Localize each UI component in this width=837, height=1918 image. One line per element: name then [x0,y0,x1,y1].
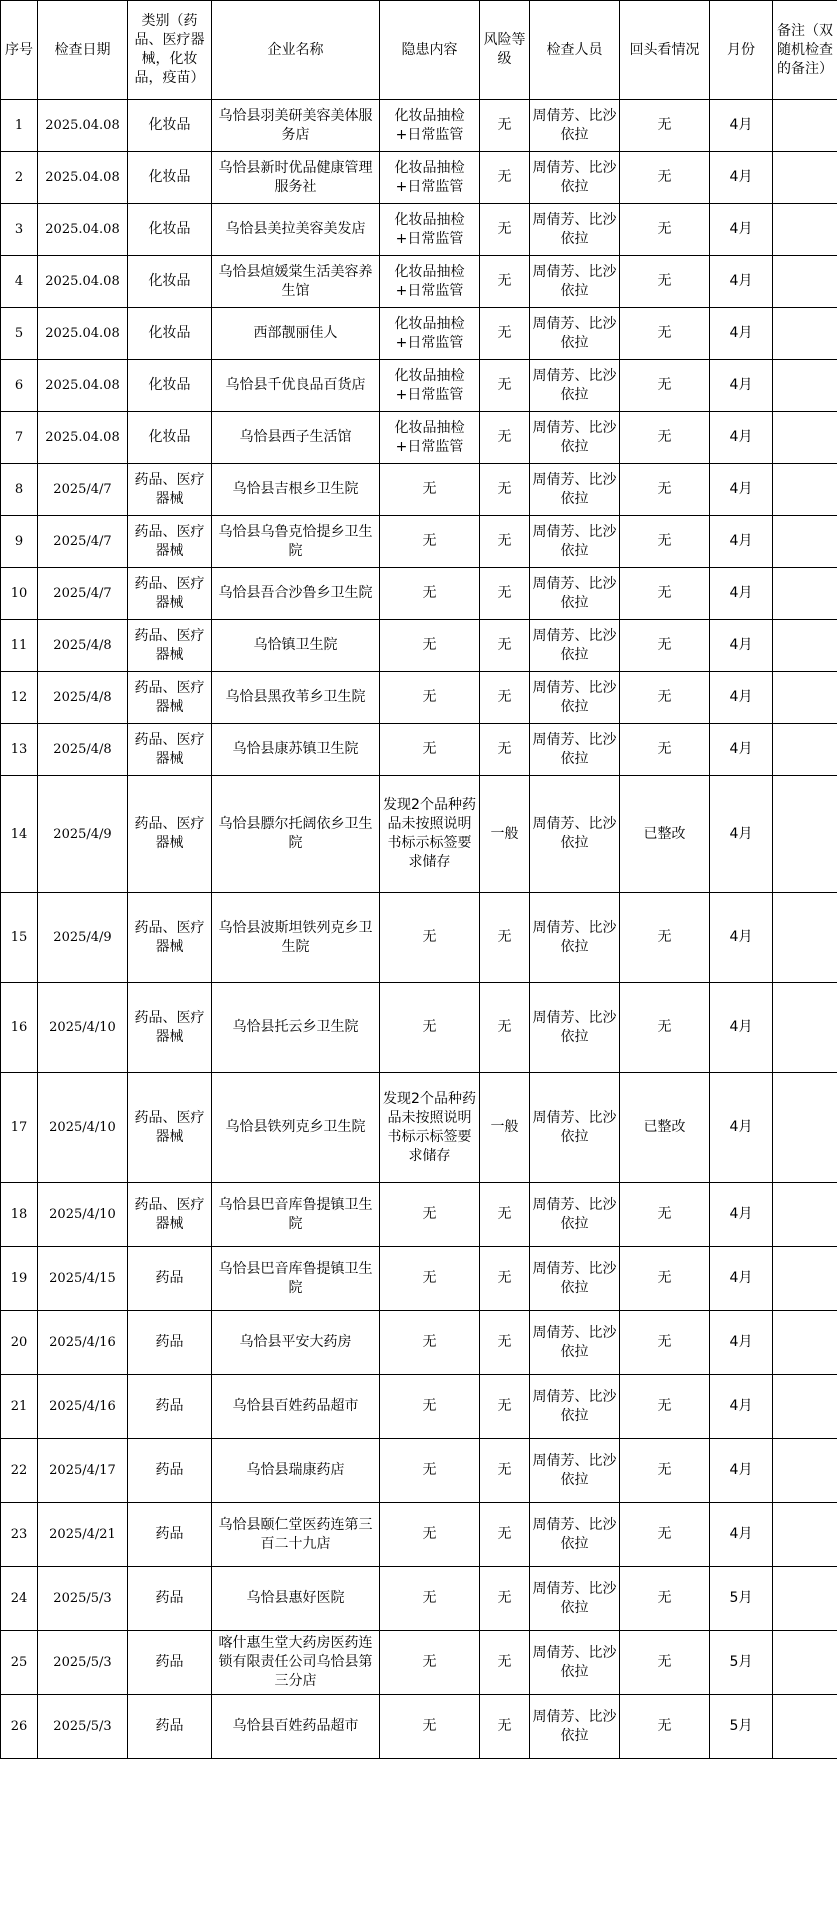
remark-cell [773,724,837,776]
month-cell: 4月 [710,308,773,360]
risk-level-cell: 无 [480,360,530,412]
remark-cell [773,256,837,308]
header-cell: 风险等级 [480,1,530,100]
hazard-content-cell: 发现2个品种药品未按照说明书标示标签要求储存 [380,776,480,893]
table-row [1,776,837,893]
table-row [1,1695,837,1759]
hazard-content-cell: 发现2个品种药品未按照说明书标示标签要求储存 [380,1073,480,1183]
category-cell: 化妆品 [128,360,212,412]
remark-cell [773,412,837,464]
category-cell: 药品、医疗器械 [128,1073,212,1183]
row-number-cell: 26 [1,1695,38,1759]
company-name-cell: 乌恰县波斯坦铁列克乡卫生院 [212,893,380,983]
category-cell: 药品 [128,1247,212,1311]
hazard-content-cell: 无 [380,620,480,672]
month-cell: 4月 [710,1247,773,1311]
followup-status-cell: 无 [620,464,710,516]
month-cell: 4月 [710,620,773,672]
hazard-content-cell: 无 [380,1439,480,1503]
month-cell: 4月 [710,776,773,893]
inspectors-cell: 周倩芳、比沙依拉 [530,152,620,204]
followup-status-cell: 已整改 [620,1073,710,1183]
company-name-cell: 乌恰县千优良品百货店 [212,360,380,412]
hazard-content-cell: 无 [380,893,480,983]
remark-cell [773,893,837,983]
risk-level-cell: 无 [480,1375,530,1439]
company-name-cell: 乌恰县颐仁堂医药连第三百二十九店 [212,1503,380,1567]
inspection-date-cell: 2025.04.08 [38,100,128,152]
category-cell: 药品 [128,1631,212,1695]
remark-cell [773,516,837,568]
risk-level-cell: 无 [480,152,530,204]
row-number-cell: 10 [1,568,38,620]
header-cell: 备注（双随机检查的备注） [773,1,837,100]
row-number-cell: 22 [1,1439,38,1503]
row-number-cell: 2 [1,152,38,204]
inspection-date-cell: 2025.04.08 [38,308,128,360]
followup-status-cell: 无 [620,152,710,204]
month-cell: 4月 [710,412,773,464]
table-row [1,1073,837,1183]
hazard-content-cell: 化妆品抽检+日常监管 [380,256,480,308]
row-number-cell: 11 [1,620,38,672]
followup-status-cell: 无 [620,1503,710,1567]
company-name-cell: 乌恰县百姓药品超市 [212,1375,380,1439]
remark-cell [773,983,837,1073]
month-cell: 4月 [710,672,773,724]
company-name-cell: 乌恰县煊媛棠生活美容养生馆 [212,256,380,308]
risk-level-cell: 一般 [480,1073,530,1183]
followup-status-cell: 无 [620,1375,710,1439]
remark-cell [773,1439,837,1503]
inspection-date-cell: 2025/5/3 [38,1695,128,1759]
risk-level-cell: 无 [480,464,530,516]
category-cell: 药品、医疗器械 [128,672,212,724]
remark-cell [773,620,837,672]
inspectors-cell: 周倩芳、比沙依拉 [530,360,620,412]
header-row [1,1,837,100]
row-number-cell: 13 [1,724,38,776]
row-number-cell: 6 [1,360,38,412]
inspection-date-cell: 2025/4/8 [38,620,128,672]
followup-status-cell: 无 [620,1183,710,1247]
followup-status-cell: 已整改 [620,776,710,893]
remark-cell [773,308,837,360]
risk-level-cell: 无 [480,1247,530,1311]
inspectors-cell: 周倩芳、比沙依拉 [530,620,620,672]
month-cell: 4月 [710,256,773,308]
inspection-date-cell: 2025.04.08 [38,256,128,308]
table-row [1,412,837,464]
table-row [1,1439,837,1503]
inspectors-cell: 周倩芳、比沙依拉 [530,256,620,308]
risk-level-cell: 无 [480,1311,530,1375]
inspection-date-cell: 2025/4/9 [38,776,128,893]
inspectors-cell: 周倩芳、比沙依拉 [530,1567,620,1631]
table-row [1,1183,837,1247]
hazard-content-cell: 化妆品抽检+日常监管 [380,308,480,360]
row-number-cell: 7 [1,412,38,464]
month-cell: 4月 [710,100,773,152]
inspectors-cell: 周倩芳、比沙依拉 [530,412,620,464]
remark-cell [773,1375,837,1439]
followup-status-cell: 无 [620,620,710,672]
month-cell: 4月 [710,1503,773,1567]
followup-status-cell: 无 [620,983,710,1073]
risk-level-cell: 无 [480,256,530,308]
inspection-date-cell: 2025/4/9 [38,893,128,983]
risk-level-cell: 无 [480,308,530,360]
inspection-date-cell: 2025/4/17 [38,1439,128,1503]
remark-cell [773,1073,837,1183]
risk-level-cell: 无 [480,724,530,776]
followup-status-cell: 无 [620,412,710,464]
risk-level-cell: 无 [480,1631,530,1695]
row-number-cell: 9 [1,516,38,568]
risk-level-cell: 无 [480,1183,530,1247]
company-name-cell: 乌恰县黑孜苇乡卫生院 [212,672,380,724]
table-row [1,1311,837,1375]
risk-level-cell: 无 [480,412,530,464]
company-name-cell: 西部靓丽佳人 [212,308,380,360]
followup-status-cell: 无 [620,516,710,568]
company-name-cell: 乌恰县平安大药房 [212,1311,380,1375]
risk-level-cell: 无 [480,568,530,620]
inspection-date-cell: 2025/4/16 [38,1375,128,1439]
hazard-content-cell: 无 [380,1247,480,1311]
remark-cell [773,1247,837,1311]
table-body [1,100,837,1759]
hazard-content-cell: 无 [380,724,480,776]
risk-level-cell: 无 [480,1695,530,1759]
month-cell: 4月 [710,152,773,204]
company-name-cell: 乌恰县铁列克乡卫生院 [212,1073,380,1183]
table-row [1,620,837,672]
month-cell: 4月 [710,724,773,776]
company-name-cell: 乌恰镇卫生院 [212,620,380,672]
table-row [1,308,837,360]
row-number-cell: 1 [1,100,38,152]
row-number-cell: 18 [1,1183,38,1247]
remark-cell [773,1503,837,1567]
category-cell: 药品、医疗器械 [128,620,212,672]
row-number-cell: 19 [1,1247,38,1311]
row-number-cell: 4 [1,256,38,308]
inspectors-cell: 周倩芳、比沙依拉 [530,1439,620,1503]
inspection-date-cell: 2025/4/10 [38,1073,128,1183]
followup-status-cell: 无 [620,100,710,152]
company-name-cell: 乌恰县吾合沙鲁乡卫生院 [212,568,380,620]
month-cell: 4月 [710,1439,773,1503]
table-row [1,1503,837,1567]
inspectors-cell: 周倩芳、比沙依拉 [530,516,620,568]
table-row [1,100,837,152]
company-name-cell: 乌恰县乌鲁克恰提乡卫生院 [212,516,380,568]
table-row [1,1375,837,1439]
month-cell: 4月 [710,1375,773,1439]
category-cell: 化妆品 [128,412,212,464]
followup-status-cell: 无 [620,672,710,724]
inspection-date-cell: 2025/4/15 [38,1247,128,1311]
inspection-date-cell: 2025/4/7 [38,464,128,516]
followup-status-cell: 无 [620,1311,710,1375]
hazard-content-cell: 无 [380,1375,480,1439]
inspectors-cell: 周倩芳、比沙依拉 [530,893,620,983]
remark-cell [773,1631,837,1695]
risk-level-cell: 无 [480,672,530,724]
followup-status-cell: 无 [620,256,710,308]
category-cell: 化妆品 [128,152,212,204]
inspectors-cell: 周倩芳、比沙依拉 [530,983,620,1073]
inspectors-cell: 周倩芳、比沙依拉 [530,100,620,152]
row-number-cell: 17 [1,1073,38,1183]
inspection-date-cell: 2025/4/10 [38,983,128,1073]
inspectors-cell: 周倩芳、比沙依拉 [530,308,620,360]
category-cell: 药品、医疗器械 [128,568,212,620]
month-cell: 4月 [710,568,773,620]
remark-cell [773,204,837,256]
followup-status-cell: 无 [620,1567,710,1631]
hazard-content-cell: 无 [380,1695,480,1759]
risk-level-cell: 无 [480,1567,530,1631]
risk-level-cell: 无 [480,893,530,983]
hazard-content-cell: 无 [380,1631,480,1695]
company-name-cell: 乌恰县吉根乡卫生院 [212,464,380,516]
table-row [1,983,837,1073]
row-number-cell: 3 [1,204,38,256]
table-row [1,672,837,724]
company-name-cell: 乌恰县惠好医院 [212,1567,380,1631]
month-cell: 4月 [710,983,773,1073]
company-name-cell: 乌恰县瑞康药店 [212,1439,380,1503]
remark-cell [773,1183,837,1247]
table-row [1,256,837,308]
company-name-cell: 喀什惠生堂大药房医药连锁有限责任公司乌恰县第三分店 [212,1631,380,1695]
inspection-date-cell: 2025/4/16 [38,1311,128,1375]
hazard-content-cell: 无 [380,1503,480,1567]
category-cell: 化妆品 [128,256,212,308]
category-cell: 药品、医疗器械 [128,776,212,893]
month-cell: 5月 [710,1631,773,1695]
hazard-content-cell: 化妆品抽检+日常监管 [380,204,480,256]
company-name-cell: 乌恰县康苏镇卫生院 [212,724,380,776]
row-number-cell: 20 [1,1311,38,1375]
risk-level-cell: 无 [480,204,530,256]
inspection-date-cell: 2025.04.08 [38,360,128,412]
risk-level-cell: 无 [480,516,530,568]
category-cell: 药品、医疗器械 [128,893,212,983]
risk-level-cell: 无 [480,100,530,152]
table-row [1,152,837,204]
hazard-content-cell: 化妆品抽检+日常监管 [380,100,480,152]
remark-cell [773,100,837,152]
hazard-content-cell: 无 [380,1183,480,1247]
month-cell: 4月 [710,464,773,516]
followup-status-cell: 无 [620,1631,710,1695]
followup-status-cell: 无 [620,204,710,256]
header-cell: 企业名称 [212,1,380,100]
inspection-date-cell: 2025/4/21 [38,1503,128,1567]
remark-cell [773,360,837,412]
inspection-date-cell: 2025/5/3 [38,1567,128,1631]
inspection-date-cell: 2025/4/10 [38,1183,128,1247]
followup-status-cell: 无 [620,568,710,620]
followup-status-cell: 无 [620,308,710,360]
category-cell: 化妆品 [128,100,212,152]
risk-level-cell: 一般 [480,776,530,893]
category-cell: 药品 [128,1695,212,1759]
header-cell: 类别（药品、医疗器械，化妆品，疫苗） [128,1,212,100]
table-row [1,516,837,568]
month-cell: 4月 [710,516,773,568]
inspection-date-cell: 2025/4/7 [38,516,128,568]
month-cell: 5月 [710,1695,773,1759]
header-cell: 回头看情况 [620,1,710,100]
row-number-cell: 16 [1,983,38,1073]
hazard-content-cell: 化妆品抽检+日常监管 [380,152,480,204]
risk-level-cell: 无 [480,1439,530,1503]
month-cell: 4月 [710,360,773,412]
inspectors-cell: 周倩芳、比沙依拉 [530,568,620,620]
company-name-cell: 乌恰县百姓药品超市 [212,1695,380,1759]
category-cell: 药品、医疗器械 [128,516,212,568]
followup-status-cell: 无 [620,1695,710,1759]
inspectors-cell: 周倩芳、比沙依拉 [530,776,620,893]
row-number-cell: 14 [1,776,38,893]
header-cell: 月份 [710,1,773,100]
table-row [1,724,837,776]
inspectors-cell: 周倩芳、比沙依拉 [530,672,620,724]
hazard-content-cell: 无 [380,983,480,1073]
remark-cell [773,1311,837,1375]
remark-cell [773,1695,837,1759]
hazard-content-cell: 无 [380,464,480,516]
inspection-date-cell: 2025.04.08 [38,152,128,204]
category-cell: 药品、医疗器械 [128,724,212,776]
category-cell: 化妆品 [128,308,212,360]
hazard-content-cell: 无 [380,568,480,620]
followup-status-cell: 无 [620,1247,710,1311]
hazard-content-cell: 无 [380,516,480,568]
table-row [1,464,837,516]
inspectors-cell: 周倩芳、比沙依拉 [530,724,620,776]
hazard-content-cell: 无 [380,672,480,724]
category-cell: 药品、医疗器械 [128,1183,212,1247]
inspectors-cell: 周倩芳、比沙依拉 [530,1375,620,1439]
month-cell: 4月 [710,204,773,256]
month-cell: 4月 [710,1073,773,1183]
remark-cell [773,776,837,893]
category-cell: 药品 [128,1439,212,1503]
company-name-cell: 乌恰县巴音库鲁提镇卫生院 [212,1247,380,1311]
category-cell: 药品 [128,1567,212,1631]
table-row [1,893,837,983]
row-number-cell: 23 [1,1503,38,1567]
inspectors-cell: 周倩芳、比沙依拉 [530,1631,620,1695]
row-number-cell: 21 [1,1375,38,1439]
risk-level-cell: 无 [480,1503,530,1567]
row-number-cell: 25 [1,1631,38,1695]
remark-cell [773,568,837,620]
category-cell: 药品、医疗器械 [128,983,212,1073]
followup-status-cell: 无 [620,724,710,776]
category-cell: 药品 [128,1311,212,1375]
company-name-cell: 乌恰县托云乡卫生院 [212,983,380,1073]
category-cell: 化妆品 [128,204,212,256]
row-number-cell: 15 [1,893,38,983]
risk-level-cell: 无 [480,620,530,672]
remark-cell [773,1567,837,1631]
company-name-cell: 乌恰县西子生活馆 [212,412,380,464]
header-cell: 检查日期 [38,1,128,100]
inspection-date-cell: 2025/5/3 [38,1631,128,1695]
month-cell: 4月 [710,1183,773,1247]
company-name-cell: 乌恰县膘尔托阔依乡卫生院 [212,776,380,893]
header-cell: 隐患内容 [380,1,480,100]
inspectors-cell: 周倩芳、比沙依拉 [530,1073,620,1183]
table-row [1,360,837,412]
remark-cell [773,152,837,204]
inspectors-cell: 周倩芳、比沙依拉 [530,1503,620,1567]
row-number-cell: 5 [1,308,38,360]
inspectors-cell: 周倩芳、比沙依拉 [530,1247,620,1311]
inspectors-cell: 周倩芳、比沙依拉 [530,464,620,516]
inspection-date-cell: 2025/4/8 [38,672,128,724]
table-row [1,204,837,256]
inspectors-cell: 周倩芳、比沙依拉 [530,1183,620,1247]
company-name-cell: 乌恰县巴音库鲁提镇卫生院 [212,1183,380,1247]
hazard-content-cell: 无 [380,1567,480,1631]
table-row [1,1631,837,1695]
inspectors-cell: 周倩芳、比沙依拉 [530,1695,620,1759]
table-row [1,1567,837,1631]
month-cell: 4月 [710,893,773,983]
followup-status-cell: 无 [620,893,710,983]
inspectors-cell: 周倩芳、比沙依拉 [530,1311,620,1375]
inspection-date-cell: 2025.04.08 [38,204,128,256]
month-cell: 4月 [710,1311,773,1375]
followup-status-cell: 无 [620,1439,710,1503]
table-row [1,1247,837,1311]
table-row [1,568,837,620]
row-number-cell: 12 [1,672,38,724]
hazard-content-cell: 化妆品抽检+日常监管 [380,360,480,412]
month-cell: 5月 [710,1567,773,1631]
row-number-cell: 8 [1,464,38,516]
hazard-content-cell: 化妆品抽检+日常监管 [380,412,480,464]
company-name-cell: 乌恰县羽美研美容美体服务店 [212,100,380,152]
inspection-date-cell: 2025/4/8 [38,724,128,776]
hazard-content-cell: 无 [380,1311,480,1375]
remark-cell [773,464,837,516]
followup-status-cell: 无 [620,360,710,412]
company-name-cell: 乌恰县新时优品健康管理服务社 [212,152,380,204]
inspectors-cell: 周倩芳、比沙依拉 [530,204,620,256]
inspection-date-cell: 2025.04.08 [38,412,128,464]
row-number-cell: 24 [1,1567,38,1631]
header-cell: 检查人员 [530,1,620,100]
inspection-date-cell: 2025/4/7 [38,568,128,620]
category-cell: 药品 [128,1375,212,1439]
company-name-cell: 乌恰县美拉美容美发店 [212,204,380,256]
risk-level-cell: 无 [480,983,530,1073]
category-cell: 药品 [128,1503,212,1567]
remark-cell [773,672,837,724]
header-cell: 序号 [1,1,38,100]
category-cell: 药品、医疗器械 [128,464,212,516]
